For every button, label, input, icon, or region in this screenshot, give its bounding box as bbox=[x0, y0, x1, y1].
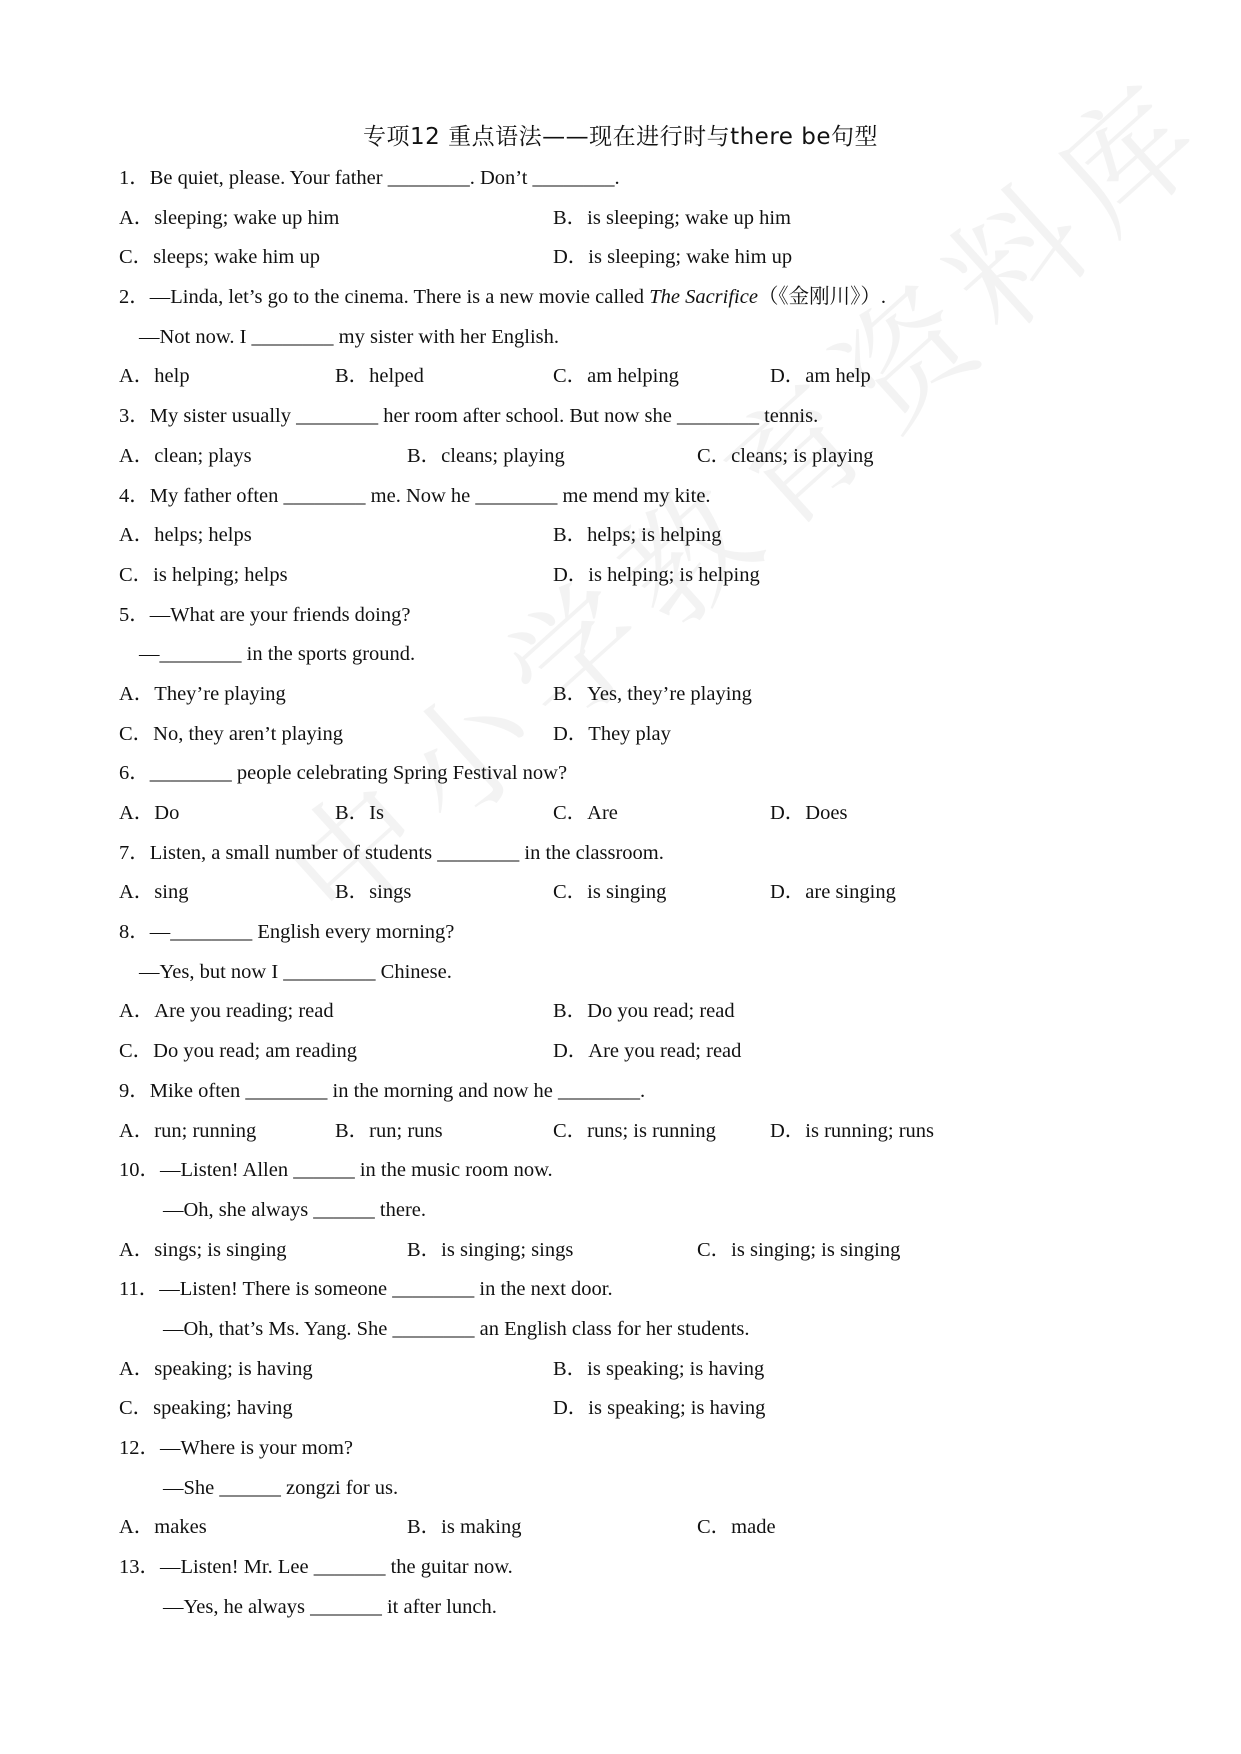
question-12-reply: —She ______ zongzi for us. bbox=[163, 1476, 399, 1499]
question-6-stem: 6．________ people celebrating Spring Festival now? bbox=[119, 762, 568, 785]
question-12-stem: 12．—Where is your mom? bbox=[119, 1437, 353, 1459]
question-13-reply: —Yes, he always _______ it after lunch. bbox=[163, 1595, 497, 1618]
page-title: 专项12 重点语法——现在进行时与there be句型 bbox=[363, 124, 878, 150]
question-11-option-b: B．is speaking; is having bbox=[553, 1357, 765, 1380]
question-4-option-c: C．is helping; helps bbox=[119, 563, 288, 586]
question-2-option-a: A．help bbox=[119, 365, 190, 388]
question-5-stem: 5．—What are your friends doing? bbox=[119, 603, 411, 626]
question-8-option-a: A．Are you reading; read bbox=[119, 1000, 334, 1023]
question-8-options-row-1 bbox=[119, 992, 1139, 1032]
question-10-options bbox=[119, 1231, 1139, 1271]
question-12-option-c: C．made bbox=[697, 1516, 776, 1539]
question-4-options-row-1 bbox=[119, 516, 1139, 556]
question-4-option-a: A．helps; helps bbox=[119, 524, 252, 547]
question-9-option-c: C．runs; is running bbox=[553, 1119, 716, 1142]
question-3-options bbox=[119, 437, 1139, 477]
question-5-option-a: A．They’re playing bbox=[119, 682, 286, 705]
question-3-option-c: C．cleans; is playing bbox=[697, 444, 874, 467]
question-2-reply: —Not now. I ________ my sister with her English. bbox=[139, 325, 560, 348]
question-5-options-row-2 bbox=[119, 715, 1139, 755]
question-10-option-c: C．is singing; is singing bbox=[697, 1238, 901, 1261]
question-11-stem: 11．—Listen! There is someone ________ in the next door. bbox=[119, 1278, 613, 1301]
question-list bbox=[119, 159, 1139, 1627]
question-2-stem bbox=[119, 278, 1139, 318]
question-5-option-d: D．They play bbox=[553, 722, 671, 745]
question-12-option-a: A．makes bbox=[119, 1516, 207, 1539]
question-7-option-d: D．are singing bbox=[770, 881, 896, 904]
question-4-options-row-2 bbox=[119, 556, 1139, 596]
question-3-stem: 3．My sister usually ________ her room after school. But now she ________ tennis. bbox=[119, 405, 819, 428]
question-4-option-d: D．is helping; is helping bbox=[553, 563, 760, 586]
question-11-option-a: A．speaking; is having bbox=[119, 1357, 313, 1380]
question-7-option-b: B．sings bbox=[335, 881, 412, 904]
question-1-option-b: B．is sleeping; wake up him bbox=[553, 206, 792, 229]
question-10-reply: —Oh, she always ______ there. bbox=[163, 1198, 427, 1221]
question-3-option-a: A．clean; plays bbox=[119, 444, 252, 467]
question-10-option-a: A．sings; is singing bbox=[119, 1238, 287, 1261]
question-5-option-c: C．No, they aren’t playing bbox=[119, 722, 343, 745]
question-2-options bbox=[119, 357, 1139, 397]
question-7-stem: 7．Listen, a small number of students ________ in the classroom. bbox=[119, 841, 664, 864]
question-12-options bbox=[119, 1508, 1139, 1548]
question-9-option-b: B．run; runs bbox=[335, 1119, 443, 1142]
question-13-stem: 13．—Listen! Mr. Lee _______ the guitar now. bbox=[119, 1556, 513, 1579]
question-9-options bbox=[119, 1112, 1139, 1152]
question-1-stem: 1．Be quiet, please. Your father ________. Don’t ________. bbox=[119, 167, 620, 189]
question-7-option-a: A．sing bbox=[119, 881, 189, 904]
question-6-option-d: D．Does bbox=[770, 802, 848, 824]
question-4-stem: 4．My father often ________ me. Now he ________ me mend my kite. bbox=[119, 484, 711, 507]
question-5-option-b: B．Yes, they’re playing bbox=[553, 682, 752, 705]
question-9-option-a: A．run; running bbox=[119, 1119, 257, 1142]
question-2-option-d: D．am help bbox=[770, 365, 871, 388]
question-2-option-b: B．helped bbox=[335, 365, 424, 388]
question-1-options-row-2 bbox=[119, 238, 1139, 278]
question-11-options-row-1 bbox=[119, 1350, 1139, 1390]
question-8-stem: 8．—________ English every morning? bbox=[119, 921, 455, 944]
question-2-stem-text: 2．—Linda, let’s go to the cinema. There is a new movie called bbox=[119, 286, 650, 309]
question-8-options-row-2 bbox=[119, 1032, 1139, 1072]
question-7-option-c: C．is singing bbox=[553, 881, 667, 904]
question-8-option-d: D．Are you read; read bbox=[553, 1040, 742, 1063]
question-6-options bbox=[119, 794, 1139, 834]
question-3-option-b: B．cleans; playing bbox=[407, 444, 565, 467]
question-11-option-d: D．is speaking; is having bbox=[553, 1397, 766, 1420]
question-2-option-c: C．am helping bbox=[553, 365, 679, 388]
question-8-reply: —Yes, but now I _________ Chinese. bbox=[139, 960, 452, 983]
question-12-option-b: B．is making bbox=[407, 1516, 522, 1539]
question-11-option-c: C．speaking; having bbox=[119, 1397, 293, 1420]
question-5-reply: —________ in the sports ground. bbox=[139, 643, 416, 666]
question-9-option-d: D．is running; runs bbox=[770, 1119, 934, 1142]
question-4-option-b: B．helps; is helping bbox=[553, 524, 722, 547]
question-6-option-a: A．Do bbox=[119, 802, 180, 824]
question-11-reply: —Oh, that’s Ms. Yang. She ________ an English class for her students. bbox=[163, 1317, 750, 1340]
question-1-option-c: C．sleeps; wake him up bbox=[119, 246, 320, 269]
question-10-stem: 10．—Listen! Allen ______ in the music room now. bbox=[119, 1159, 553, 1182]
question-5-options-row-1 bbox=[119, 675, 1139, 715]
question-11-options-row-2 bbox=[119, 1389, 1139, 1429]
question-1-option-a: A．sleeping; wake up him bbox=[119, 206, 340, 229]
question-8-option-b: B．Do you read; read bbox=[553, 1000, 735, 1023]
question-6-option-c: C．Are bbox=[553, 802, 618, 824]
question-9-stem: 9．Mike often ________ in the morning and now he ________. bbox=[119, 1079, 646, 1102]
question-7-options bbox=[119, 873, 1139, 913]
question-1-option-d: D．is sleeping; wake him up bbox=[553, 246, 793, 269]
question-1-options-row-1 bbox=[119, 199, 1139, 239]
movie-chinese-title: （《金刚川》）. bbox=[757, 286, 887, 309]
question-10-option-b: B．is singing; sings bbox=[407, 1238, 574, 1261]
movie-title: The Sacrifice bbox=[649, 286, 758, 309]
question-6-option-b: B．Is bbox=[335, 802, 384, 824]
question-8-option-c: C．Do you read; am reading bbox=[119, 1040, 357, 1063]
